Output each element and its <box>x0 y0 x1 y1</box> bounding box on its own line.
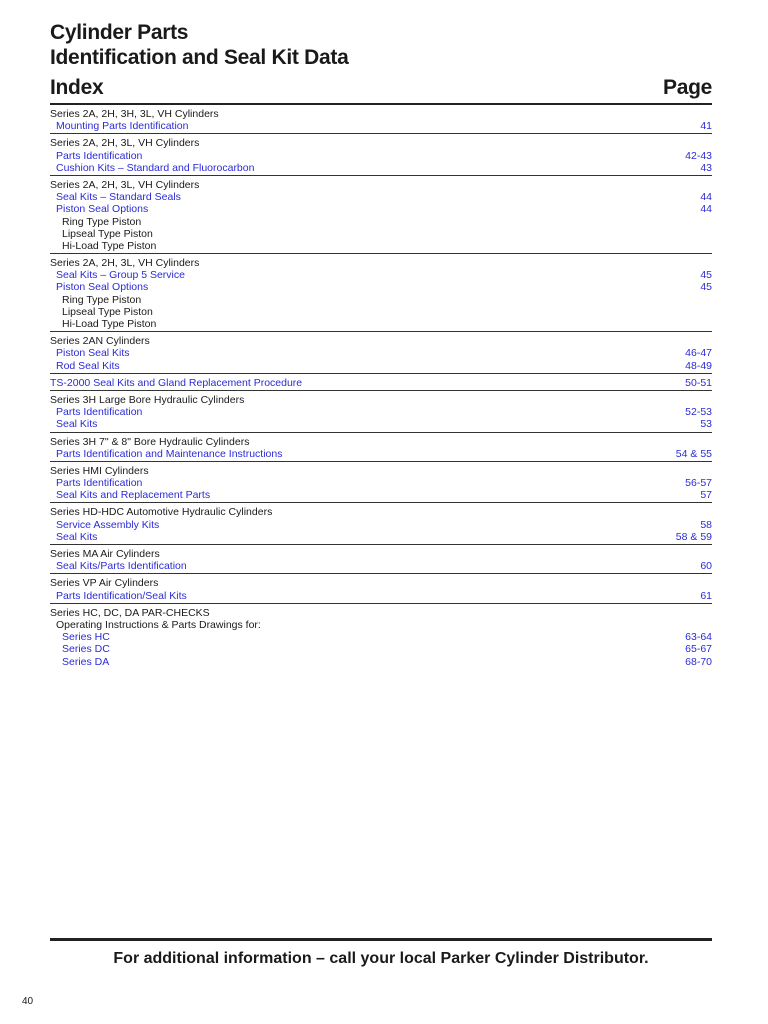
index-entry-link[interactable] <box>50 191 712 203</box>
index-section <box>50 377 712 391</box>
index-section <box>50 257 712 332</box>
entry-title[interactable]: Mounting Parts Identification <box>56 120 189 133</box>
entry-page-number[interactable]: 41 <box>700 120 712 133</box>
index-entry <box>50 240 712 252</box>
entry-page-number[interactable]: 43 <box>700 161 712 174</box>
entry-title: Series 2A, 2H, 3L, VH Cylinders <box>50 178 200 191</box>
index-entry-link[interactable] <box>50 360 712 372</box>
entry-page-number[interactable]: 56-57 <box>685 477 712 490</box>
index-entry-link[interactable] <box>50 560 712 572</box>
entry-page-number[interactable]: 63-64 <box>685 631 712 644</box>
entry-page-number[interactable]: 54 & 55 <box>675 447 712 460</box>
index-section-heading <box>50 607 712 619</box>
entry-title: Series 3H 7" & 8" Bore Hydraulic Cylinders <box>50 435 250 448</box>
entry-title[interactable]: Seal Kits – Group 5 Service <box>56 269 185 282</box>
entry-title[interactable]: Seal Kits <box>56 418 98 431</box>
entry-title[interactable]: Seal Kits <box>56 530 98 543</box>
entry-title: Series HD-HDC Automotive Hydraulic Cylinders <box>50 506 273 519</box>
entry-page-number[interactable]: 48-49 <box>685 359 712 372</box>
index-entry <box>50 318 712 330</box>
index-header <box>50 76 712 102</box>
entry-page-number[interactable]: 50-51 <box>685 376 712 389</box>
index-section <box>50 179 712 254</box>
index-entry-link[interactable] <box>50 203 712 215</box>
index-entry <box>50 294 712 306</box>
entry-title[interactable]: Piston Seal Options <box>56 281 149 294</box>
index-entry-link[interactable] <box>50 418 712 430</box>
footer-note: For additional information – call your local Parker Cylinder Distributor. <box>113 950 649 967</box>
entry-title[interactable]: TS-2000 Seal Kits and Gland Replacement Procedure <box>50 376 303 389</box>
title-line-1: Cylinder Parts <box>50 21 189 44</box>
index-entry-link[interactable] <box>50 448 712 460</box>
entry-title: Series 2AN Cylinders <box>50 335 150 348</box>
entry-title: Ring Type Piston <box>62 293 142 306</box>
entry-title[interactable]: Parts Identification and Maintenance Instructions <box>56 447 283 460</box>
entry-title[interactable]: Seal Kits – Standard Seals <box>56 191 181 204</box>
index-entry-link[interactable] <box>50 120 712 132</box>
index-entry-link[interactable] <box>50 377 712 389</box>
entry-title: Hi-Load Type Piston <box>62 318 157 330</box>
index-section-heading <box>50 577 712 589</box>
entry-title: Lipseal Type Piston <box>62 305 153 318</box>
index-section-heading <box>50 137 712 149</box>
index-section-heading <box>50 257 712 269</box>
entry-title: Ring Type Piston <box>62 215 142 228</box>
index-entry-link[interactable] <box>50 643 712 655</box>
index-section-heading <box>50 506 712 518</box>
index-list <box>50 108 712 672</box>
page-number: 40 <box>22 996 34 1007</box>
index-section-heading <box>50 548 712 560</box>
index-section-heading <box>50 179 712 191</box>
entry-title[interactable]: Seal Kits and Replacement Parts <box>56 489 211 502</box>
index-section <box>50 548 712 574</box>
index-section-heading <box>50 465 712 477</box>
entry-page-number[interactable]: 57 <box>700 489 712 502</box>
entry-title[interactable]: Piston Seal Options <box>56 203 149 216</box>
entry-page-number[interactable]: 58 <box>700 518 712 531</box>
entry-page-number[interactable]: 60 <box>700 560 712 573</box>
index-entry-link[interactable] <box>50 590 712 602</box>
index-entry <box>50 216 712 228</box>
index-entry <box>50 306 712 318</box>
entry-title[interactable]: Parts Identification/Seal Kits <box>56 589 187 602</box>
entry-page-number[interactable]: 45 <box>700 269 712 282</box>
entry-title[interactable]: Series DC <box>62 643 110 656</box>
entry-title[interactable]: Seal Kits/Parts Identification <box>56 560 187 573</box>
index-entry-link[interactable] <box>50 281 712 293</box>
entry-page-number[interactable]: 68-70 <box>685 655 712 668</box>
entry-title[interactable]: Parts Identification <box>56 149 143 162</box>
entry-title: Series 2A, 2H, 3L, VH Cylinders <box>50 257 200 270</box>
entry-title[interactable]: Series DA <box>62 655 110 668</box>
header-rule <box>50 103 712 105</box>
entry-page-number[interactable]: 53 <box>700 418 712 431</box>
index-entry-link[interactable] <box>50 150 712 162</box>
entry-page-number[interactable]: 46-47 <box>685 347 712 360</box>
index-entry-link[interactable] <box>50 269 712 281</box>
index-entry-link[interactable] <box>50 531 712 543</box>
entry-title: Hi-Load Type Piston <box>62 239 157 252</box>
entry-page-number[interactable]: 61 <box>700 589 712 602</box>
entry-title[interactable]: Piston Seal Kits <box>56 347 130 360</box>
index-section <box>50 465 712 504</box>
entry-title: Series VP Air Cylinders <box>50 577 159 590</box>
entry-page-number[interactable]: 42-43 <box>685 149 712 162</box>
entry-page-number[interactable]: 44 <box>700 191 712 204</box>
index-section <box>50 394 712 433</box>
index-entry <box>50 619 712 631</box>
entry-page-number[interactable]: 44 <box>700 203 712 216</box>
index-entry-link[interactable] <box>50 162 712 174</box>
entry-title[interactable]: Cushion Kits – Standard and Fluorocarbon <box>56 161 255 174</box>
entry-title[interactable]: Service Assembly Kits <box>56 518 160 531</box>
index-entry-link[interactable] <box>50 477 712 489</box>
entry-title[interactable]: Series HC <box>62 631 110 644</box>
entry-title: Series 2A, 2H, 3H, 3L, VH Cylinders <box>50 108 219 120</box>
index-section <box>50 506 712 545</box>
index-entry-link[interactable] <box>50 489 712 501</box>
page-label: Page <box>663 76 712 99</box>
entry-title: Series HMI Cylinders <box>50 464 149 477</box>
entry-title[interactable]: Parts Identification <box>56 406 143 419</box>
entry-title: Series 3H Large Bore Hydraulic Cylinders <box>50 393 245 406</box>
index-entry-link[interactable] <box>50 656 712 668</box>
entry-title: Series HC, DC, DA PAR-CHECKS <box>50 606 210 619</box>
index-section <box>50 577 712 603</box>
index-section <box>50 607 712 669</box>
entry-page-number[interactable]: 52-53 <box>685 406 712 419</box>
entry-title: Operating Instructions & Parts Drawings for: <box>56 618 261 631</box>
entry-page-number[interactable]: 45 <box>700 281 712 294</box>
title-block <box>50 20 712 70</box>
index-section <box>50 108 712 134</box>
index-section <box>50 436 712 462</box>
index-section-heading <box>50 394 712 406</box>
index-entry-link[interactable] <box>50 406 712 418</box>
entry-page-number[interactable]: 65-67 <box>685 643 712 656</box>
index-entry-link[interactable] <box>50 347 712 359</box>
index-entry <box>50 228 712 240</box>
entry-title: Series 2A, 2H, 3L, VH Cylinders <box>50 137 200 150</box>
entry-title: Series MA Air Cylinders <box>50 548 160 560</box>
index-section-heading <box>50 108 712 120</box>
entry-title: Lipseal Type Piston <box>62 227 153 240</box>
index-label: Index <box>50 76 104 99</box>
footer-rule <box>50 938 712 941</box>
entry-page-number[interactable]: 58 & 59 <box>675 530 712 543</box>
index-entry-link[interactable] <box>50 519 712 531</box>
title-line-2: Identification and Seal Kit Data <box>50 46 349 69</box>
index-section-heading <box>50 436 712 448</box>
index-entry-link[interactable] <box>50 631 712 643</box>
entry-title[interactable]: Parts Identification <box>56 477 143 490</box>
entry-title[interactable]: Rod Seal Kits <box>56 359 120 372</box>
index-section <box>50 137 712 176</box>
index-section <box>50 335 712 374</box>
index-section-heading <box>50 335 712 347</box>
